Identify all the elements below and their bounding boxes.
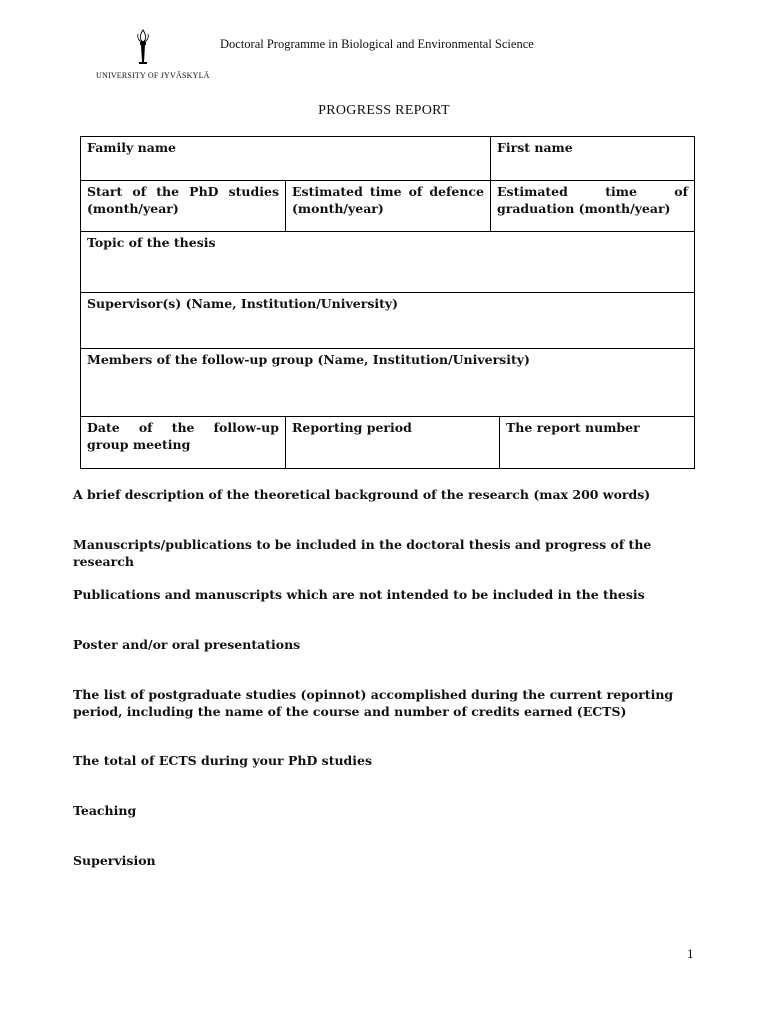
page-title: PROGRESS REPORT: [318, 103, 450, 118]
thesis-topic-field[interactable]: Topic of the thesis: [81, 232, 695, 293]
page-number: 1: [687, 948, 694, 961]
student-info-form: [80, 136, 695, 469]
table-row: [81, 417, 695, 469]
section-heading: Poster and/or oral presentations: [73, 637, 301, 652]
table-row: [81, 349, 695, 417]
meeting-date-field[interactable]: Date of the follow-up group meeting: [81, 417, 286, 469]
programme-name: Doctoral Programme in Biological and Environmental Science: [220, 37, 534, 51]
reporting-period-field[interactable]: Reporting period: [286, 417, 500, 469]
section-heading: A brief description of the theoretical background of the research (max 200 words): [73, 487, 651, 502]
start-phd-field[interactable]: Start of the PhD studies (month/year): [81, 181, 286, 232]
first-name-field[interactable]: First name: [491, 137, 695, 181]
table-row: [81, 137, 695, 181]
university-name: UNIVERSITY OF JYVÄSKYLÄ: [96, 71, 210, 80]
section-heading: The list of postgraduate studies (opinnot) accomplished during the current reporting period, including the name of the course and number of credits earned (ECTS): [73, 687, 674, 719]
supervisors-field[interactable]: Supervisor(s) (Name, Institution/University): [81, 293, 695, 349]
table-row: [81, 232, 695, 293]
followup-members-field[interactable]: Members of the follow-up group (Name, Institution/University): [81, 349, 695, 417]
university-logo: [96, 28, 236, 84]
table-row: [81, 293, 695, 349]
report-number-field[interactable]: The report number: [500, 417, 695, 469]
section-heading: Teaching: [73, 803, 137, 818]
defence-time-field[interactable]: Estimated time of defence (month/year): [286, 181, 491, 232]
section-heading: Publications and manuscripts which are not intended to be included in the thesis: [73, 587, 645, 602]
section-heading: Supervision: [73, 853, 156, 868]
section-heading: The total of ECTS during your PhD studies: [73, 753, 373, 768]
torch-icon: [132, 28, 154, 68]
family-name-field[interactable]: Family name: [81, 137, 491, 181]
graduation-time-field[interactable]: Estimated time of graduation (month/year): [491, 181, 695, 232]
section-heading: Manuscripts/publications to be included in the doctoral thesis and progress of the research: [73, 537, 652, 569]
table-row: [81, 181, 695, 232]
